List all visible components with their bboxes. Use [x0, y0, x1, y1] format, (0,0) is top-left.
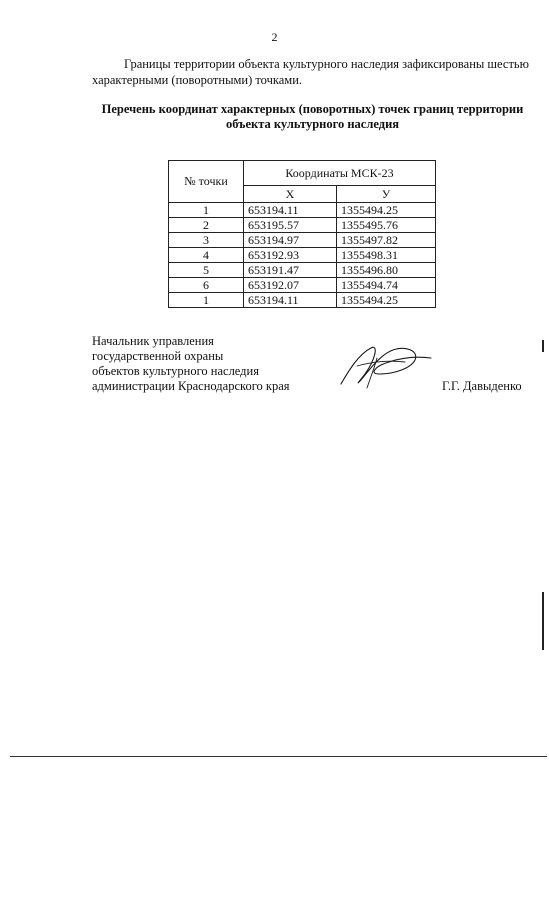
- column-header-coordinates: Координаты МСК-23: [244, 161, 436, 186]
- y-coordinate-cell: 1355498.31: [337, 248, 436, 263]
- point-number-cell: 6: [169, 278, 244, 293]
- table-row: [169, 248, 436, 263]
- column-header-point-number: № точки: [169, 161, 244, 203]
- signatory-line: администрации Краснодарского края: [92, 379, 290, 393]
- intro-paragraph: Границы территории объекта культурного наследия зафиксированы шестью характерными (поворотными) точками.: [92, 57, 529, 87]
- x-coordinate-cell: 653194.11: [244, 203, 337, 218]
- scan-margin-mark: [542, 340, 544, 352]
- signatory-line: объектов культурного наследия: [92, 364, 259, 378]
- table-row: [169, 233, 436, 248]
- y-coordinate-cell: 1355496.80: [337, 263, 436, 278]
- scan-margin-mark: [542, 592, 544, 650]
- signatory-line: государственной охраны: [92, 349, 224, 363]
- table-heading: Перечень координат характерных (поворотных) точек границ территории объекта культурного наследия: [101, 102, 524, 131]
- y-coordinate-cell: 1355494.25: [337, 203, 436, 218]
- coordinates-table: [168, 160, 436, 308]
- y-coordinate-cell: 1355497.82: [337, 233, 436, 248]
- x-coordinate-cell: 653194.11: [244, 293, 337, 308]
- point-number-cell: 2: [169, 218, 244, 233]
- x-coordinate-cell: 653192.07: [244, 278, 337, 293]
- y-coordinate-cell: 1355495.76: [337, 218, 436, 233]
- point-number-cell: 1: [169, 203, 244, 218]
- handwritten-signature: [335, 340, 435, 392]
- signatory-name: Г.Г. Давыденко: [442, 379, 522, 393]
- x-coordinate-cell: 653195.57: [244, 218, 337, 233]
- table-row: [169, 218, 436, 233]
- point-number-cell: 1: [169, 293, 244, 308]
- scan-edge-line: [10, 756, 547, 757]
- y-coordinate-cell: 1355494.74: [337, 278, 436, 293]
- signatory-position: [92, 334, 332, 394]
- x-coordinate-cell: 653192.93: [244, 248, 337, 263]
- table-row: [169, 293, 436, 308]
- table-row: [169, 278, 436, 293]
- column-header-x: X: [244, 186, 337, 203]
- column-header-y: У: [337, 186, 436, 203]
- point-number-cell: 3: [169, 233, 244, 248]
- x-coordinate-cell: 653194.97: [244, 233, 337, 248]
- point-number-cell: 5: [169, 263, 244, 278]
- y-coordinate-cell: 1355494.25: [337, 293, 436, 308]
- page-number: 2: [271, 30, 278, 44]
- table-row: [169, 203, 436, 218]
- point-number-cell: 4: [169, 248, 244, 263]
- signatory-line: Начальник управления: [92, 334, 214, 348]
- x-coordinate-cell: 653191.47: [244, 263, 337, 278]
- table-row: [169, 263, 436, 278]
